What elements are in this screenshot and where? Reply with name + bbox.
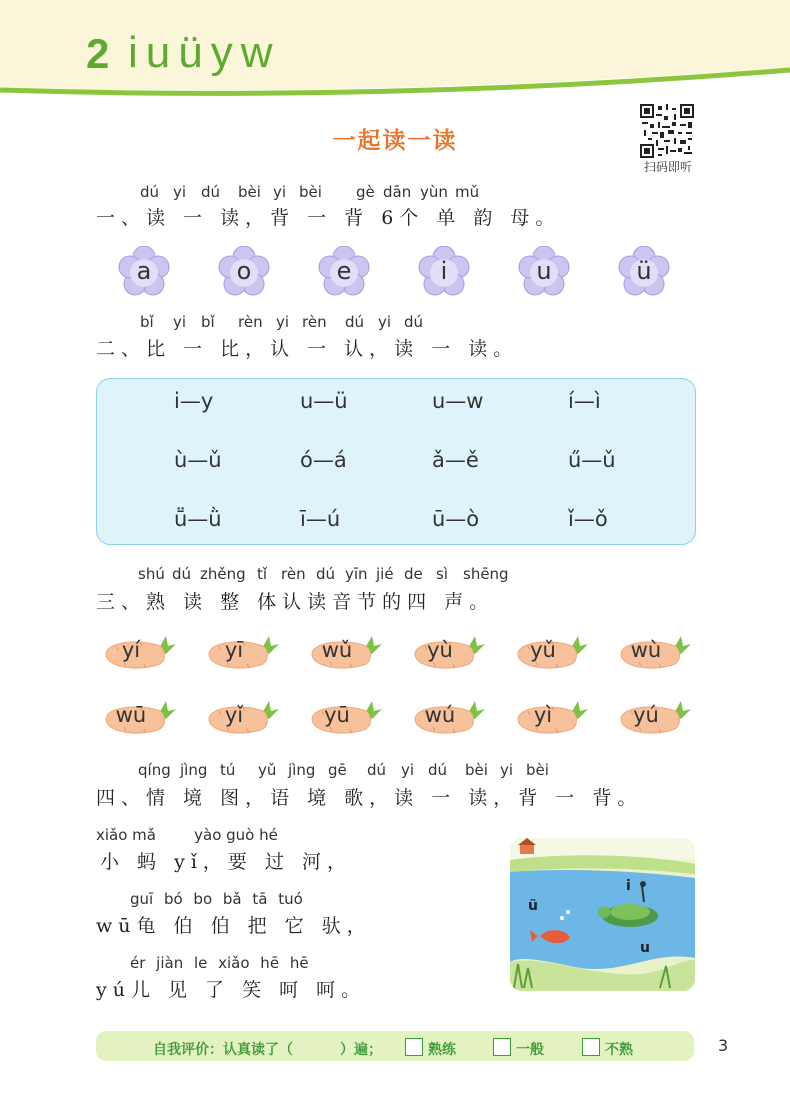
carrot-card <box>203 697 279 741</box>
pinyin: bǐ <box>201 313 215 331</box>
pinyin: tú <box>220 761 236 779</box>
pinyin: yi <box>401 761 415 779</box>
poem-pinyin: ér jiàn le xiǎo hē hē <box>130 954 309 972</box>
pinyin: dú <box>404 313 424 331</box>
letter-pair: ū—ò <box>432 507 480 531</box>
eval-suffix: ）遍； <box>340 1042 382 1058</box>
pinyin: dān <box>383 183 412 201</box>
carrot-card <box>615 697 691 741</box>
pinyin: yǔ <box>258 761 277 779</box>
pinyin: yi <box>276 313 290 331</box>
section-heading: 一起读一读 <box>332 128 458 154</box>
pinyin: rèn <box>281 565 306 583</box>
carrot-card <box>615 632 691 676</box>
pinyin: rèn <box>238 313 263 331</box>
pinyin: yi <box>273 183 287 201</box>
flower-letter: ü <box>636 257 652 285</box>
pinyin: bèi <box>299 183 322 201</box>
pinyin: yi <box>500 761 514 779</box>
syllable: yǔ <box>530 638 556 662</box>
syllable: yǐ <box>224 703 244 727</box>
pinyin: dú <box>367 761 387 779</box>
pinyin: jìng <box>288 761 316 779</box>
syllable: yù <box>427 638 453 662</box>
letter-pair: ű—ǔ <box>568 448 616 472</box>
pinyin: yi <box>173 183 187 201</box>
letter-pair: i—y <box>174 389 214 413</box>
pinyin: jié <box>376 565 394 583</box>
qr-code-icon[interactable] <box>640 104 694 158</box>
carrot-card <box>306 632 382 676</box>
pinyin: rèn <box>302 313 327 331</box>
question-2-text: 二、比 一 比，认 一 认，读 一 读。 <box>96 338 519 360</box>
syllable: yú <box>633 703 659 727</box>
pinyin: yīn <box>345 565 368 583</box>
eval-prefix: 自我评价：认真读了（ <box>153 1042 293 1058</box>
syllable: wù <box>630 638 662 662</box>
question-1-text: 一、读 一 读，背 一 背 6个 单 韵 母。 <box>96 207 561 229</box>
letter-pair: ī—ú <box>300 507 341 531</box>
carrot-card <box>409 697 485 741</box>
lesson-number: 2 <box>86 30 110 77</box>
carrot-card <box>203 632 279 676</box>
syllable: wǔ <box>321 638 353 662</box>
letter-pair: u—ü <box>300 389 348 413</box>
syllable: yì <box>533 703 553 727</box>
qr-caption: 扫码即听 <box>643 160 692 174</box>
pinyin: shēng <box>463 565 509 583</box>
pinyin: qíng <box>138 761 171 779</box>
poem-line: 小 蚂 yǐ，要 过 河， <box>100 851 352 873</box>
scene-label-turtle: u <box>640 940 650 956</box>
pinyin: shú <box>138 565 165 583</box>
letter-pair: u—w <box>432 389 484 413</box>
checkbox-unfamiliar[interactable] <box>582 1038 600 1056</box>
syllable: yī <box>224 638 244 662</box>
flower-letter: o <box>236 257 252 285</box>
poem-line: yú儿 见 了 笑 呵 呵。 <box>96 979 367 1001</box>
poem-line: wū龟 伯 伯 把 它 驮， <box>96 915 372 937</box>
poem-pinyin: xiǎo mǎ yào guò hé <box>96 826 278 844</box>
pinyin: zhěng <box>200 565 246 583</box>
pinyin: dú <box>345 313 365 331</box>
checkbox-proficient[interactable] <box>405 1038 423 1056</box>
question-4-text: 四、情 境 图，语 境 歌，读 一 读，背 一 背。 <box>96 787 643 809</box>
question-3-text: 三、熟 读 整 体认读音节的四 声。 <box>96 591 495 613</box>
carrot-card <box>100 697 176 741</box>
pinyin: dú <box>201 183 221 201</box>
flower-card <box>418 246 470 298</box>
carrot-card <box>512 697 588 741</box>
pinyin: dú <box>140 183 160 201</box>
syllable: yū <box>324 703 350 727</box>
flower-card <box>118 246 170 298</box>
header-band <box>0 0 790 100</box>
pinyin: bèi <box>465 761 488 779</box>
carrot-card <box>100 632 176 676</box>
letter-pair: í—ì <box>568 389 601 413</box>
letter-pair: ǐ—ǒ <box>568 507 608 531</box>
flower-letter: a <box>136 257 152 285</box>
syllable: wú <box>424 703 456 727</box>
pinyin: yi <box>378 313 392 331</box>
letter-pair: ù—ǔ <box>174 448 222 472</box>
pinyin: de <box>404 565 423 583</box>
pinyin: bǐ <box>140 313 154 331</box>
flower-letter: i <box>440 257 448 285</box>
pinyin: tǐ <box>257 565 268 583</box>
carrot-card <box>306 697 382 741</box>
option-label: 一般 <box>516 1042 544 1058</box>
option-label: 熟练 <box>428 1042 456 1058</box>
pinyin: yi <box>173 313 187 331</box>
pinyin: gè <box>356 183 375 201</box>
letter-pair: ó—á <box>300 448 347 472</box>
flower-card <box>518 246 570 298</box>
syllable: wū <box>115 703 147 727</box>
letter-pair: ǎ—ě <box>432 448 479 472</box>
pinyin: jìng <box>180 761 208 779</box>
scene-label-fish: ü <box>528 898 538 914</box>
pinyin: dú <box>172 565 192 583</box>
flower-card <box>318 246 370 298</box>
pinyin: dú <box>316 565 336 583</box>
river-illustration <box>510 838 695 991</box>
flower-letter: u <box>536 257 552 285</box>
flower-card <box>218 246 270 298</box>
pinyin: bèi <box>238 183 261 201</box>
carrot-card <box>409 632 485 676</box>
checkbox-average[interactable] <box>493 1038 511 1056</box>
option-label: 不熟 <box>605 1042 633 1058</box>
flower-letter: e <box>336 257 352 285</box>
scene-label-ant: i <box>626 878 631 894</box>
pinyin: bèi <box>526 761 549 779</box>
pinyin: dú <box>428 761 448 779</box>
lesson-title: iuüyw <box>128 28 281 77</box>
flower-card <box>618 246 670 298</box>
carrot-card <box>512 632 588 676</box>
pinyin: gē <box>328 761 347 779</box>
syllable: yí <box>121 638 141 662</box>
pinyin: yùn <box>420 183 448 201</box>
page-number: 3 <box>718 1036 729 1055</box>
pinyin: sì <box>436 565 448 583</box>
poem-pinyin: guī bó bo bǎ tā tuó <box>130 890 303 908</box>
pinyin: mǔ <box>455 183 480 201</box>
letter-pair: ṻ—ǜ <box>174 507 222 531</box>
